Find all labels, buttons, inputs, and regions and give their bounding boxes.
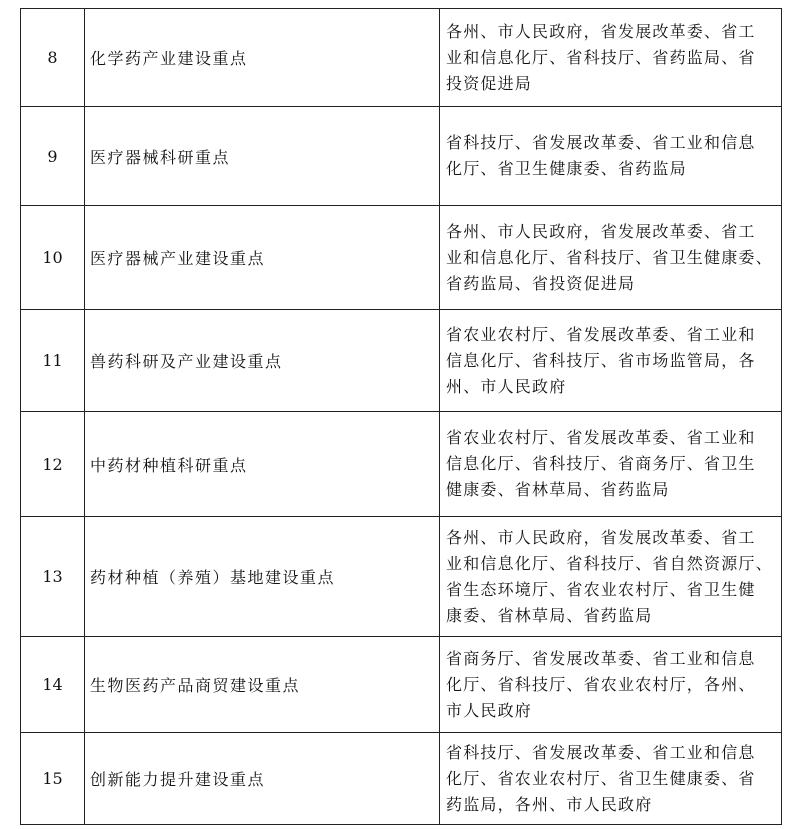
department-line: 业和信息化厅、省科技厅、省药监局、省 — [446, 47, 756, 67]
department-line: 化厅、省卫生健康委、省药监局 — [446, 159, 687, 178]
row-number: 11 — [21, 310, 85, 412]
responsible-departments — [440, 9, 782, 107]
responsible-departments — [440, 733, 782, 825]
responsible-departments — [440, 412, 782, 517]
department-line: 省商务厅、省发展改革委、省工业和信息 — [446, 648, 756, 668]
department-line: 业和信息化厅、省科技厅、省卫生健康委、 — [446, 247, 773, 267]
task-name: 化学药产业建设重点 — [85, 9, 440, 107]
department-line: 业和信息化厅、省科技厅、省自然资源厅、 — [446, 553, 773, 573]
responsible-departments — [440, 107, 782, 206]
department-line: 省药监局、省投资促进局 — [446, 273, 636, 293]
row-number: 10 — [21, 206, 85, 310]
responsibility-table — [20, 8, 782, 825]
department-line: 各州、市人民政府，省发展改革委、省工 — [446, 21, 756, 41]
table-row — [21, 412, 782, 517]
task-name: 中药材种植科研重点 — [85, 412, 440, 517]
department-line: 省生态环境厅、省农业农村厅、省卫生健 — [446, 579, 756, 599]
department-line: 省科技厅、省发展改革委、省工业和信息 — [446, 133, 756, 152]
department-line: 健康委、省林草局、省药监局 — [446, 480, 670, 499]
table-row — [21, 310, 782, 412]
row-number: 9 — [21, 107, 85, 206]
row-number: 14 — [21, 637, 85, 733]
row-number: 15 — [21, 733, 85, 825]
task-name: 兽药科研及产业建设重点 — [85, 310, 440, 412]
department-line: 省农业农村厅、省发展改革委、省工业和 — [446, 428, 756, 447]
department-line: 化厅、省农业农村厅、省卫生健康委、省 — [446, 768, 756, 788]
department-line: 省科技厅、省发展改革委、省工业和信息 — [446, 742, 756, 762]
department-line: 各州、市人民政府，省发展改革委、省工 — [446, 221, 756, 241]
department-line: 州、市人民政府 — [446, 376, 567, 396]
department-line: 信息化厅、省科技厅、省商务厅、省卫生 — [446, 454, 756, 473]
task-name: 医疗器械产业建设重点 — [85, 206, 440, 310]
responsible-departments — [440, 310, 782, 412]
department-line: 各州、市人民政府，省发展改革委、省工 — [446, 527, 756, 547]
department-line: 市人民政府 — [446, 700, 533, 720]
department-line: 药监局，各州、市人民政府 — [446, 794, 653, 814]
table-row — [21, 637, 782, 733]
table-row — [21, 733, 782, 825]
responsible-departments — [440, 517, 782, 637]
task-name: 生物医药产品商贸建设重点 — [85, 637, 440, 733]
department-line: 信息化厅、省科技厅、省市场监管局，各 — [446, 350, 756, 370]
row-number: 8 — [21, 9, 85, 107]
responsible-departments — [440, 637, 782, 733]
table-row — [21, 206, 782, 310]
department-line: 康委、省林草局、省药监局 — [446, 605, 653, 625]
responsible-departments — [440, 206, 782, 310]
department-line: 化厅、省科技厅、省农业农村厅，各州、 — [446, 674, 756, 694]
task-name: 创新能力提升建设重点 — [85, 733, 440, 825]
table-row — [21, 9, 782, 107]
task-name: 医疗器械科研重点 — [85, 107, 440, 206]
row-number: 13 — [21, 517, 85, 637]
table-row — [21, 517, 782, 637]
task-name: 药材种植（养殖）基地建设重点 — [85, 517, 440, 637]
department-line: 省农业农村厅、省发展改革委、省工业和 — [446, 324, 756, 344]
department-line: 投资促进局 — [446, 73, 533, 93]
row-number: 12 — [21, 412, 85, 517]
table-row — [21, 107, 782, 206]
